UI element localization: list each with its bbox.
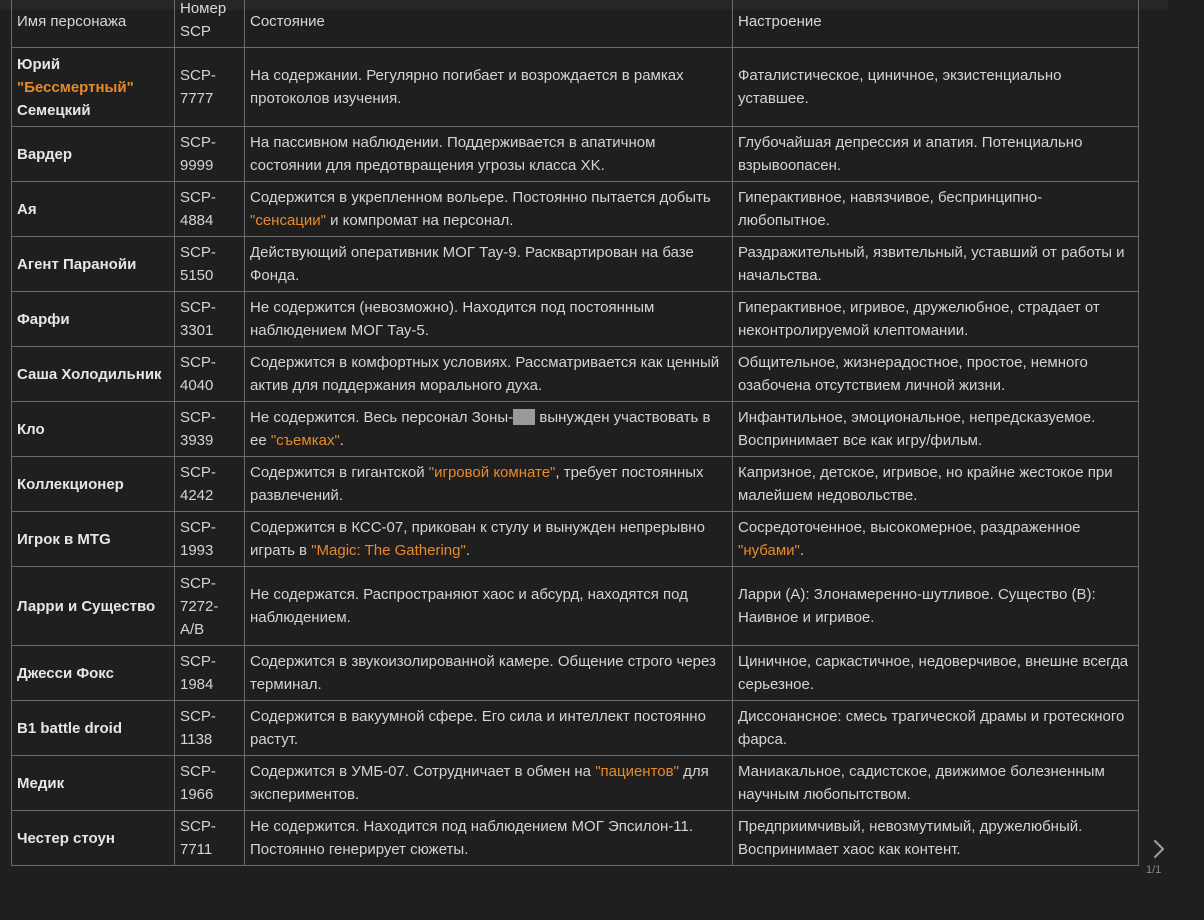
status-cell: Не содержатся. Распространяют хаос и абсурд, находятся под наблюдением. [245, 567, 733, 646]
mood-cell: Капризное, детское, игривое, но крайне жестокое при малейшем недовольстве. [733, 457, 1139, 512]
status-cell: Содержится в КСС-07, прикован к стулу и вынужден непрерывно играть в "Magic: The Gathering". [245, 512, 733, 567]
status-cell: Содержится в звукоизолированной камере. Общение строго через терминал. [245, 646, 733, 701]
table-row [12, 701, 1139, 756]
status-cell: Не содержится. Весь персонал Зоны- вынужден участвовать в ее "съемках". [245, 402, 733, 457]
table-row [12, 567, 1139, 646]
redacted-block [513, 409, 535, 425]
character-name: Коллекционер [12, 457, 175, 512]
scp-number: SCP-7777 [175, 48, 245, 127]
status-cell: Не содержится. Находится под наблюдением МОГ Эпсилон-11. Постоянно генерирует сюжеты. [245, 811, 733, 866]
header-scp-number: Номер SCP [175, 0, 245, 48]
table-row [12, 292, 1139, 347]
table-row [12, 646, 1139, 701]
status-cell: На содержании. Регулярно погибает и возрождается в рамках протоколов изучения. [245, 48, 733, 127]
mood-cell: Диссонансное: смесь трагической драмы и гротескного фарса. [733, 701, 1139, 756]
scp-number: SCP-3939 [175, 402, 245, 457]
mood-cell: Гиперактивное, игривое, дружелюбное, страдает от неконтролируемой клептомании. [733, 292, 1139, 347]
header-mood: Настроение [733, 0, 1139, 48]
character-name: Юрий "Бессмертный" Семецкий [12, 48, 175, 127]
scp-number: SCP-9999 [175, 127, 245, 182]
character-name: Вардер [12, 127, 175, 182]
character-name: Джесси Фокс [12, 646, 175, 701]
mood-cell: Циничное, саркастичное, недоверчивое, внешне всегда серьезное. [733, 646, 1139, 701]
character-name: Саша Холодильник [12, 347, 175, 402]
character-name: Кло [12, 402, 175, 457]
table-row [12, 127, 1139, 182]
scp-number: SCP-1138 [175, 701, 245, 756]
status-cell: Не содержится (невозможно). Находится под постоянным наблюдением МОГ Тау-5. [245, 292, 733, 347]
scp-number: SCP-1966 [175, 756, 245, 811]
scp-characters-table [11, 0, 1139, 866]
character-name: Медик [12, 756, 175, 811]
scp-number: SCP-1993 [175, 512, 245, 567]
mood-cell: Общительное, жизнерадостное, простое, немного озабочена отсутствием личной жизни. [733, 347, 1139, 402]
character-name: Игрок в MTG [12, 512, 175, 567]
table-row [12, 756, 1139, 811]
scp-number: SCP-5150 [175, 237, 245, 292]
table-row [12, 182, 1139, 237]
table-row [12, 512, 1139, 567]
scp-number: SCP-4242 [175, 457, 245, 512]
mood-cell: Сосредоточенное, высокомерное, раздраженное "нубами". [733, 512, 1139, 567]
table-row [12, 457, 1139, 512]
mood-cell: Предприимчивый, невозмутимый, дружелюбный. Воспринимает хаос как контент. [733, 811, 1139, 866]
character-name: Ая [12, 182, 175, 237]
mood-cell: Ларри (А): Злонамеренно-шутливое. Существо (В): Наивное и игривое. [733, 567, 1139, 646]
mood-cell: Инфантильное, эмоциональное, непредсказуемое. Воспринимает все как игру/фильм. [733, 402, 1139, 457]
scp-number: SCP-4884 [175, 182, 245, 237]
table-row [12, 347, 1139, 402]
scp-number: SCP-4040 [175, 347, 245, 402]
status-cell: Действующий оперативник МОГ Тау-9. Расквартирован на базе Фонда. [245, 237, 733, 292]
character-name: Ларри и Существо [12, 567, 175, 646]
table-row [12, 811, 1139, 866]
scp-number: SCP-3301 [175, 292, 245, 347]
page-counter: 1/1 [1146, 864, 1162, 876]
status-cell: Содержится в комфортных условиях. Рассматривается как ценный актив для поддержания морального духа. [245, 347, 733, 402]
table-header-row [12, 0, 1139, 48]
status-cell: Содержится в УМБ-07. Сотрудничает в обмен на "пациентов" для экспериментов. [245, 756, 733, 811]
character-name: Фарфи [12, 292, 175, 347]
character-name: Агент Паранойи [12, 237, 175, 292]
scp-number: SCP-1984 [175, 646, 245, 701]
mood-cell: Глубочайшая депрессия и апатия. Потенциально взрывоопасен. [733, 127, 1139, 182]
status-cell: Содержится в гигантской "игровой комнате", требует постоянных развлечений. [245, 457, 733, 512]
character-name: Честер стоун [12, 811, 175, 866]
mood-cell: Гиперактивное, навязчивое, беспринципно-любопытное. [733, 182, 1139, 237]
mood-cell: Маниакальное, садистское, движимое болезненным научным любопытством. [733, 756, 1139, 811]
chevron-right-icon [1152, 838, 1166, 860]
status-cell: Содержится в вакуумной сфере. Его сила и интеллект постоянно растут. [245, 701, 733, 756]
scp-number: SCP-7711 [175, 811, 245, 866]
mood-cell: Раздражительный, язвительный, уставший от работы и начальства. [733, 237, 1139, 292]
table-row [12, 48, 1139, 127]
status-cell: Содержится в укрепленном вольере. Постоянно пытается добыть "сенсации" и компромат на персонал. [245, 182, 733, 237]
character-name: B1 battle droid [12, 701, 175, 756]
status-cell: На пассивном наблюдении. Поддерживается в апатичном состоянии для предотвращения угрозы класса XK. [245, 127, 733, 182]
scp-number: SCP-7272-A/B [175, 567, 245, 646]
next-page-button[interactable] [1148, 836, 1170, 862]
header-character-name: Имя персонажа [12, 0, 175, 48]
mood-cell: Фаталистическое, циничное, экзистенциально уставшее. [733, 48, 1139, 127]
table-row [12, 237, 1139, 292]
table-row [12, 402, 1139, 457]
header-status: Состояние [245, 0, 733, 48]
